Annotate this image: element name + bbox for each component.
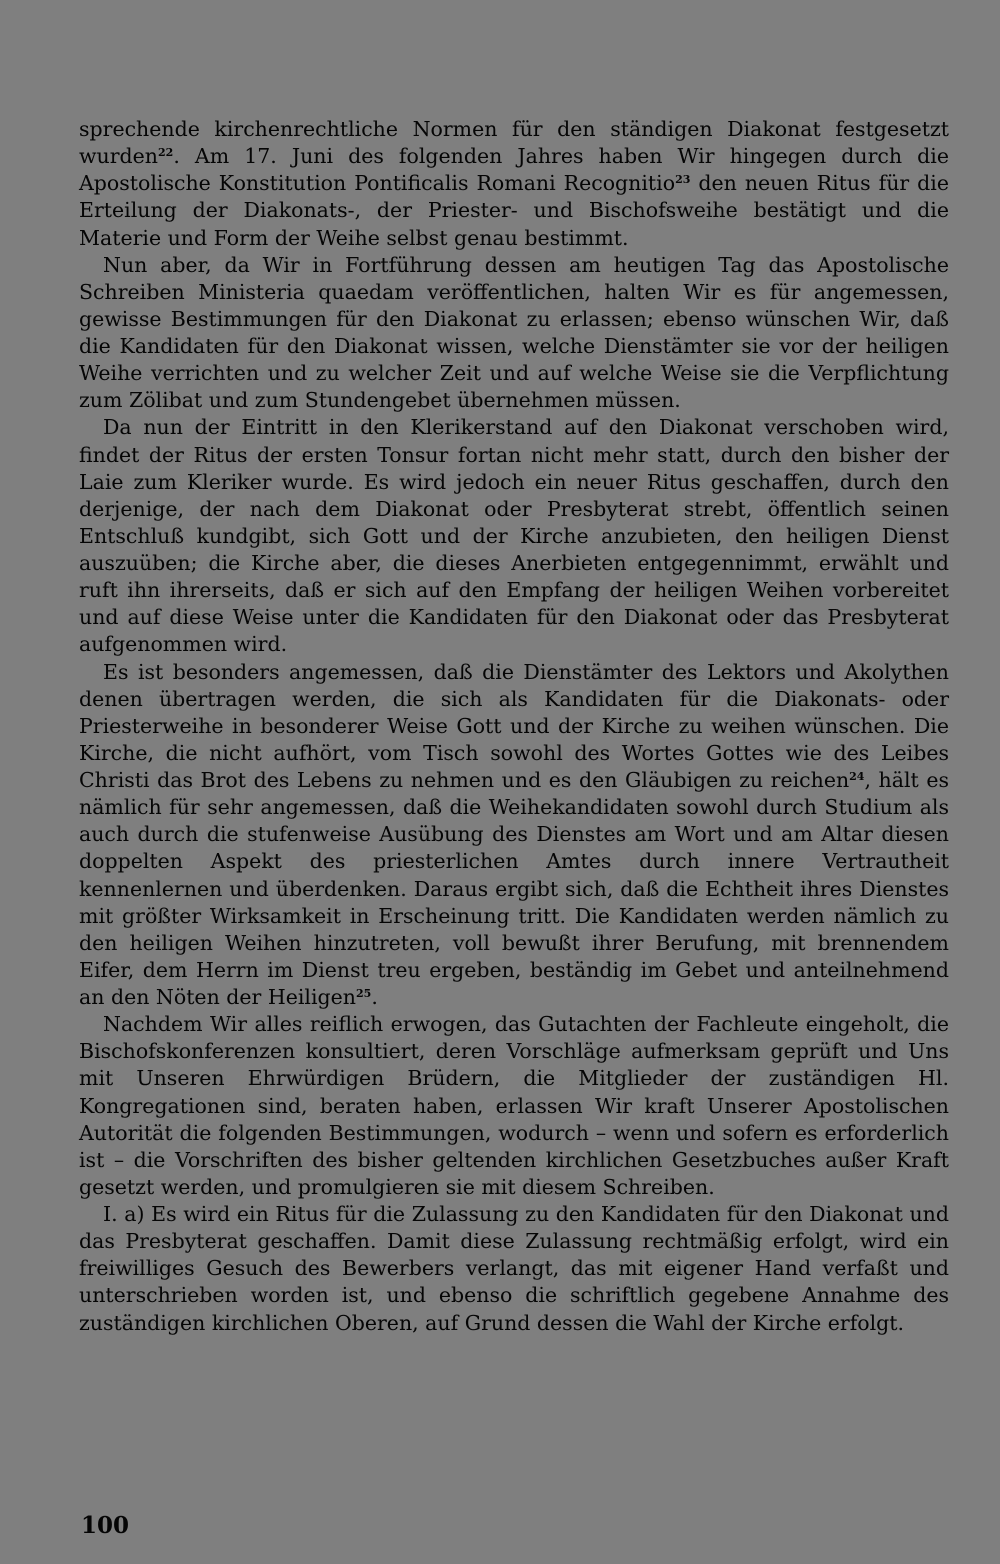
text-run: sprechende kirchenrechtliche Normen für den ständigen Diakonat festgesetzt wurden [79, 117, 949, 169]
text-run: Nun aber, da Wir in Fortführung dessen am heutigen Tag das Apostolische Schreiben Ministeria quaedam veröffentlichen, halten Wir es für angemessen, gewisse Bestimmungen für den Diakonat zu erlassen; ebenso wünschen Wir, daß die Kandidaten für den Diakonat wissen, welche Dienstämter sie vor der heiligen Weihe verrichten und zu welcher Zeit und auf welche Weise sie die Verpflichtung zum Zölibat und zum Stundengebet übernehmen müssen. [79, 252, 949, 413]
footnote-marker: 24 [849, 770, 865, 783]
paragraph [79, 1201, 949, 1337]
text-run: I. a) Es wird ein Ritus für die Zulassung zu den Kandidaten für den Diakonat und das Presbyterat geschaffen. Damit diese Zulassung rechtmäßig erfolgt, wird ein freiwilliges Gesuch des Bewerbers verlangt, das mit eigener Hand verfaßt und unterschrieben worden ist, und ebenso die schriftlich gegebene Annahme des zuständigen kirchlichen Oberen, auf Grund dessen die Wahl der Kirche erfolgt. [79, 1202, 949, 1335]
text-run: Nachdem Wir alles reiflich erwogen, das Gutachten der Fachleute eingeholt, die Bischofskonferenzen konsultiert, deren Vorschläge aufmerksam geprüft und Uns mit Unseren Ehrwürdigen Brüdern, die Mitglieder der zuständigen Hl. Kongregationen sind, beraten haben, erlassen Wir kraft Unserer Apostolischen Autorität die folgenden Bestimmungen, wodurch – wenn und sofern es erforderlich ist – die Vorschriften des bisher geltenden kirchlichen Gesetzbuches außer Kraft gesetzt werden, und promulgieren sie mit diesem Schreiben. [79, 1012, 949, 1199]
text-run: den neuen Ritus für die Erteilung der Diakonats-, der Priester- und Bischofsweihe bestätigt und die Materie und Form der Weihe selbst genau bestimmt. [79, 171, 949, 250]
text-run: , hält es nämlich für sehr angemessen, daß die Weihekandidaten sowohl durch Studium als auch durch die stufenweise Ausübung des Dienstes am Wort und am Altar diesen doppelten Aspekt des priesterlichen Amtes durch innere Vertrautheit kennenlernen und überdenken. Daraus ergibt sich, daß die Echtheit ihres Dienstes mit größter Wirksamkeit in Erscheinung tritt. Die Kandidaten werden nämlich zu den heiligen Weihen hinzutreten, voll bewußt ihrer Berufung, mit brennendem Eifer, dem Herrn im Dienst treu ergeben, beständig im Gebet und anteilnehmend an den Nöten der Heiligen [79, 768, 949, 1009]
paragraph [79, 414, 949, 658]
footnote-marker: 22 [158, 146, 174, 160]
footnote-marker: 25 [356, 987, 372, 1000]
text-run: . [371, 985, 378, 1009]
text-run: . Am 17. Juni des folgenden Jahres haben Wir hingegen durch die Apostolische Konstitution Pontificalis Romani Recognitio [79, 144, 949, 196]
text-run: Es ist besonders angemessen, daß die Dienstämter des Lektors und Akolythen denen übertragen werden, die sich als Kandidaten für die Diakonats- oder Priesterweihe in besonderer Weise Gott und der Kirche zu weihen wünschen. Die Kirche, die nicht aufhört, vom Tisch sowohl des Wortes Gottes wie des Leibes Christi das Brot des Lebens zu nehmen und es den Gläubigen zu reichen [79, 659, 949, 792]
paragraph [79, 659, 949, 1012]
page-number: 100 [81, 1512, 130, 1539]
footnote-marker: 23 [675, 173, 691, 187]
paragraph [79, 1011, 949, 1201]
paragraph [79, 116, 949, 252]
document-body [79, 116, 949, 1337]
paragraph [79, 252, 949, 415]
text-run: Da nun der Eintritt in den Klerikerstand auf den Diakonat verschoben wird, findet der Ritus der ersten Tonsur fortan nicht mehr statt, durch den bisher der Laie zum Kleriker wurde. Es wird jedoch ein neuer Ritus geschaffen, durch den derjenige, der nach dem Diakonat oder Presbyterat strebt, öffentlich seinen Entschluß kundgibt, sich Gott und der Kirche anzubieten, den heiligen Dienst auszuüben; die Kirche aber, die dieses Anerbieten entgegennimmt, erwählt und ruft ihn ihrerseits, daß er sich auf den Empfang der heiligen Weihen vorbereitet und auf diese Weise unter die Kandidaten für den Diakonat oder das Presbyterat aufgenommen wird. [79, 415, 949, 657]
